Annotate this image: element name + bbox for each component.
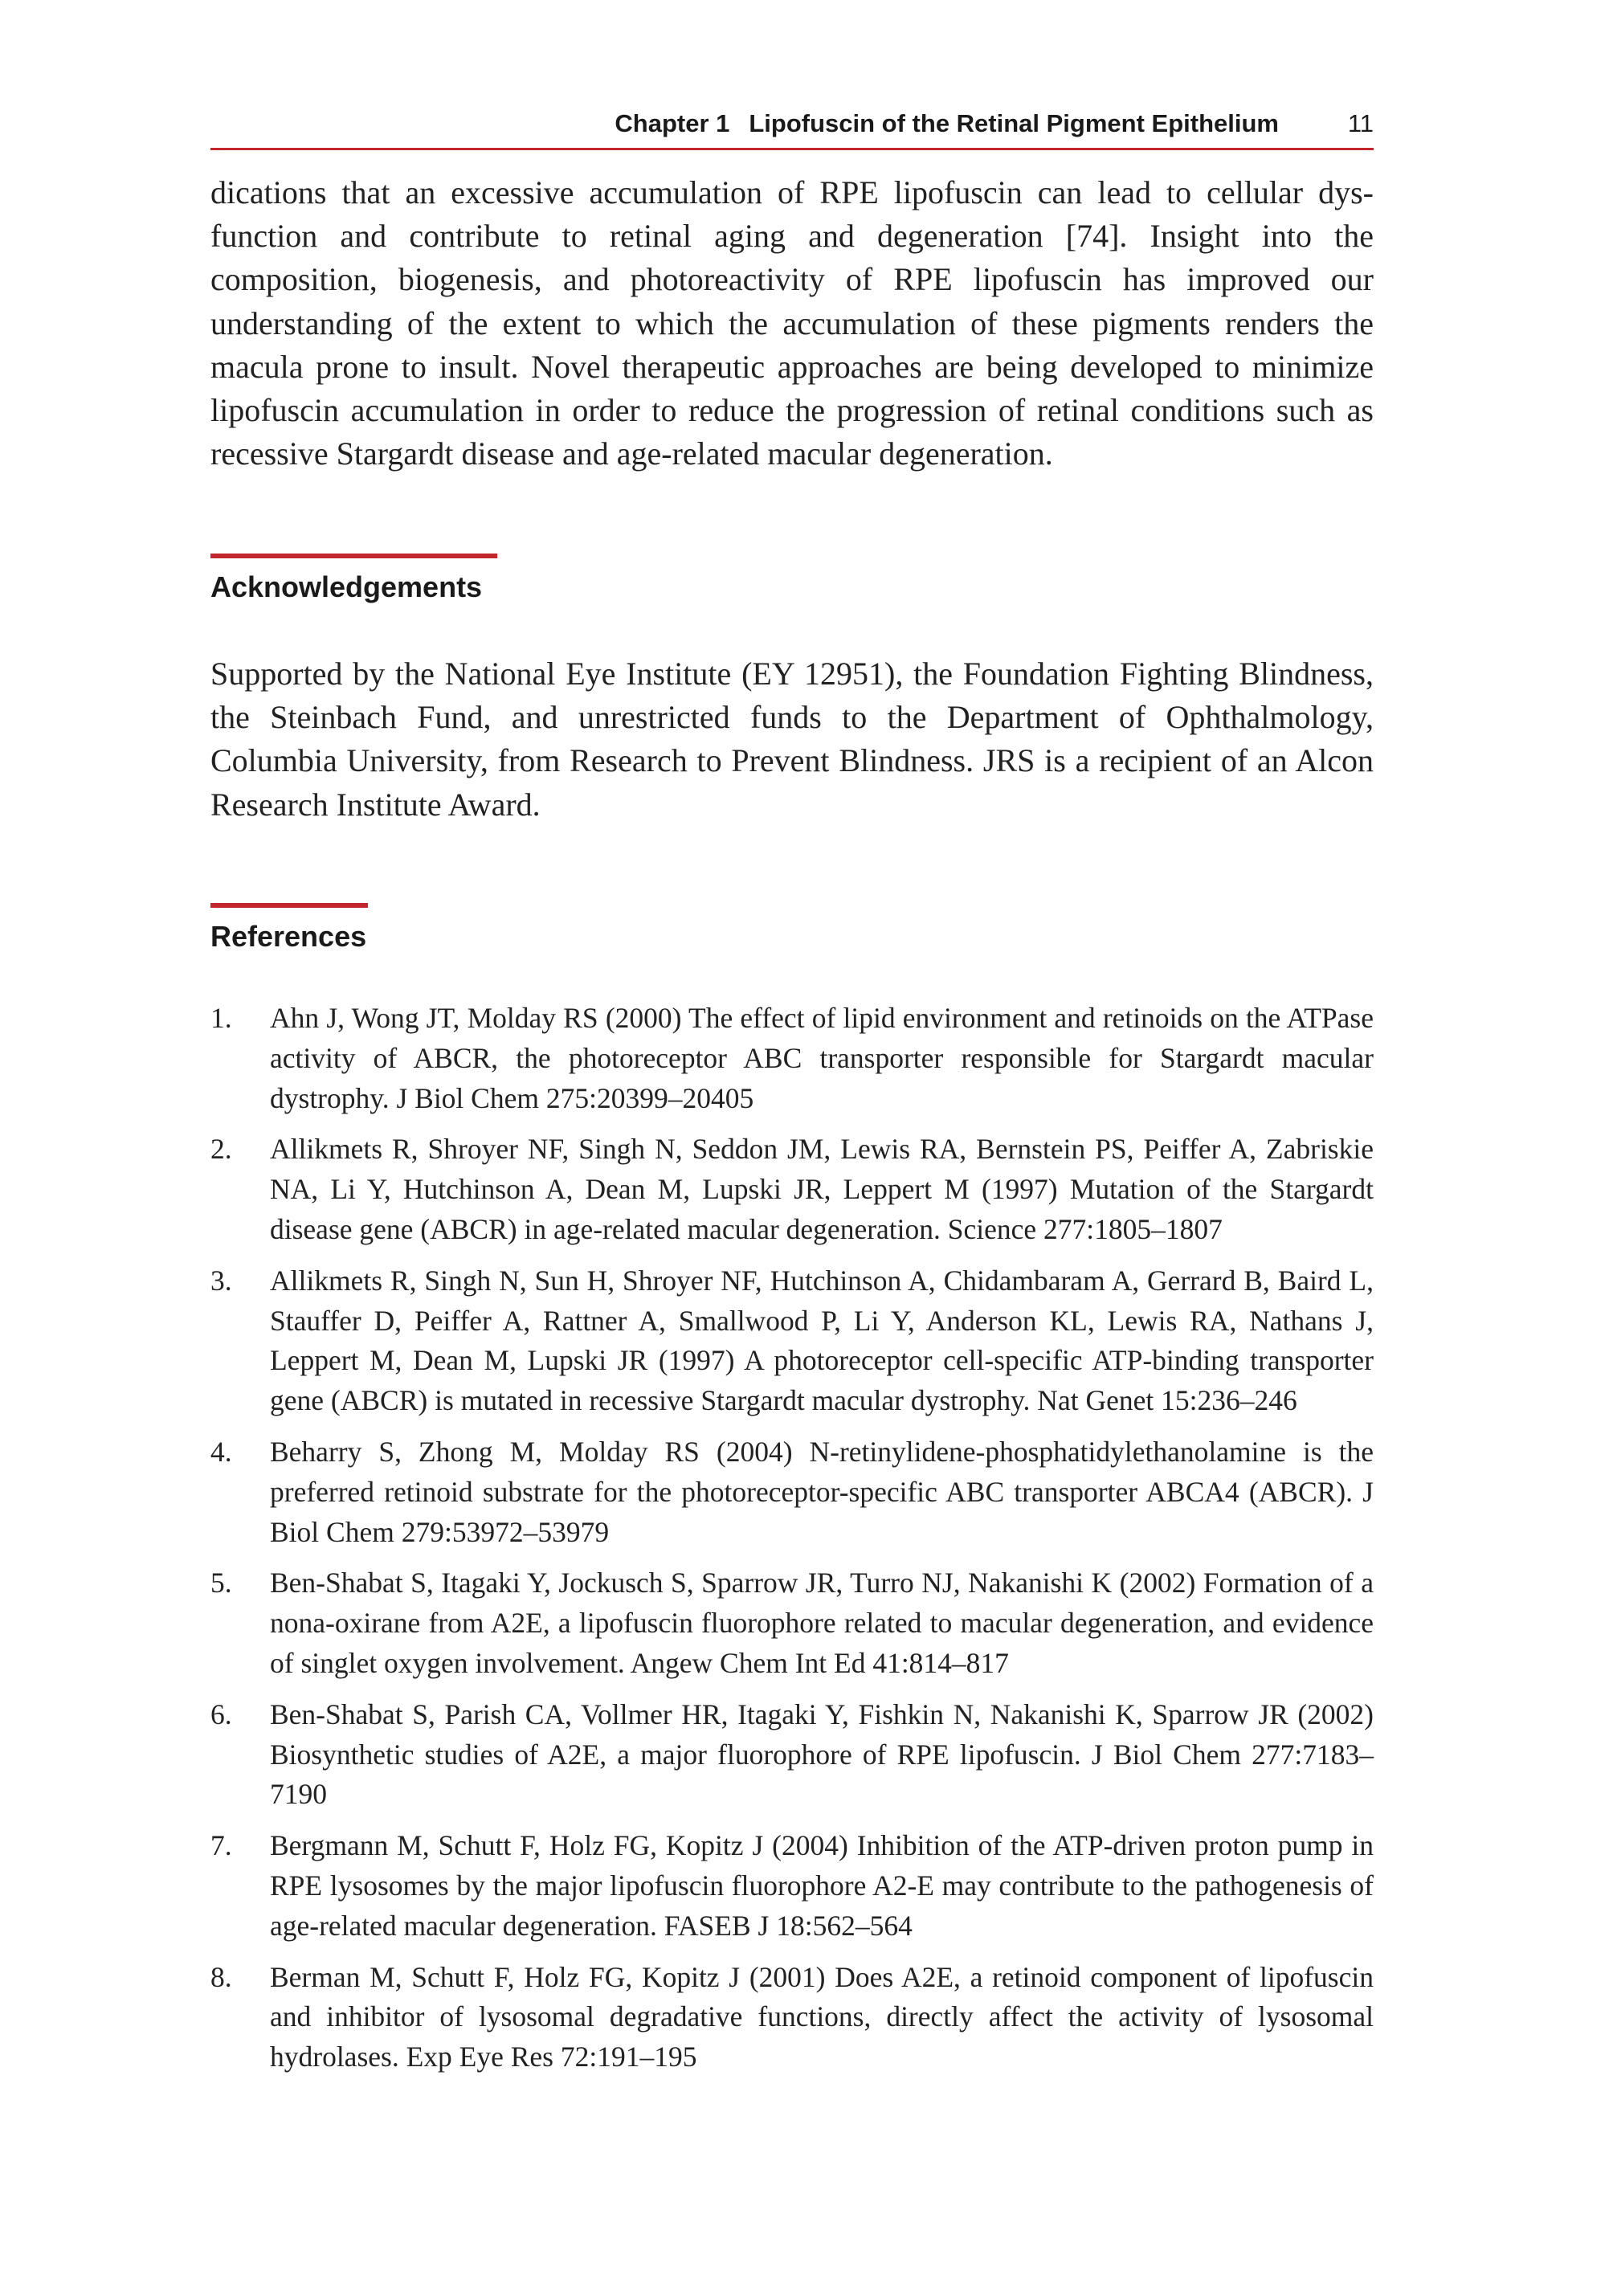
reference-text: Berman M, Schutt F, Holz FG, Kopitz J (2001) Does A2E, a retinoid component of lipofuscin and inhibitor of lysosomal degradative functions, directly affect the activity of lysosomal hydrolases. Exp Eye Res 72:191–195 <box>270 1960 1374 2073</box>
reference-item <box>210 1826 1374 1946</box>
acknowledgements-section <box>210 554 497 605</box>
chapter-title: Lipofuscin of the Retinal Pigment Epithelium <box>749 109 1279 137</box>
reference-number: 3. <box>210 1264 232 1297</box>
reference-item <box>210 1563 1374 1683</box>
section-rule <box>210 903 368 908</box>
reference-number: 4. <box>210 1435 232 1468</box>
references-heading: References <box>210 920 367 953</box>
reference-number: 7. <box>210 1829 232 1862</box>
reference-text: Ben-Shabat S, Parish CA, Vollmer HR, Itagaki Y, Fishkin N, Nakanishi K, Sparrow JR (2002) Biosynthetic studies of A2E, a major fluorophore of RPE lipofuscin. J Biol Chem 277:7183–7190 <box>270 1697 1374 1811</box>
reference-number: 1. <box>210 1002 232 1034</box>
section-rule <box>210 554 497 558</box>
reference-item <box>210 1432 1374 1552</box>
reference-text: Allikmets R, Singh N, Sun H, Shroyer NF, Hutchinson A, Chidambaram A, Gerrard B, Baird L, Stauffer D, Peiffer A, Rattner A, Smallwood P, Li Y, Anderson KL, Lewis RA, Nathans J, Leppert M, Dean M, Lupski JR (1997) A photoreceptor cell-specific ATP-binding transporter gene (ABCR) is mutated in recessive Stargardt macular dystrophy. Nat Genet 15:236–246 <box>270 1264 1374 1417</box>
acknowledgements-paragraph: Supported by the National Eye Institute (EY 12951), the Foundation Fighting Blindness, the Steinbach Fund, and unrestricted funds to the Department of Ophthalmology, Columbia University, from Research to Prevent Blindness. JRS is a recipient of an Alcon Research Institute Award. <box>210 656 1374 823</box>
reference-number: 6. <box>210 1697 232 1730</box>
reference-item <box>210 1695 1374 1815</box>
reference-item <box>210 999 1374 1118</box>
reference-number: 8. <box>210 1960 232 1993</box>
acknowledgements-heading: Acknowledgements <box>210 570 483 603</box>
reference-item <box>210 1261 1374 1421</box>
reference-number: 5. <box>210 1567 232 1599</box>
reference-text: Beharry S, Zhong M, Molday RS (2004) N-retinylidene-phosphatidylethanolamine is the preferred retinoid substrate for the photoreceptor-specific ABC transporter ABCA4 (ABCR). J Biol Chem 279:53972–53979 <box>270 1435 1374 1548</box>
reference-text: Ben-Shabat S, Itagaki Y, Jockusch S, Sparrow JR, Turro NJ, Nakanishi K (2002) Formation of a nona-oxirane from A2E, a lipofuscin fluorophore related to macular degeneration, and evidence of singlet oxygen involvement. Angew Chem Int Ed 41:814–817 <box>270 1567 1374 1679</box>
chapter-label: Chapter 1 <box>615 109 730 137</box>
chapter-heading <box>615 109 1279 138</box>
reference-text: Allikmets R, Shroyer NF, Singh N, Seddon JM, Lewis RA, Bernstein PS, Peiffer A, Zabriskie NA, Li Y, Hutchinson A, Dean M, Lupski JR, Leppert M (1997) Mutation of the Stargardt disease gene (ABCR) in age-related macular degeneration. Science 277:1805–1807 <box>270 1133 1374 1245</box>
reference-text: Ahn J, Wong JT, Molday RS (2000) The effect of lipid environment and retinoids on the ATPase activity of ABCR, the photoreceptor ABC transporter responsible for Stargardt macular dystrophy. J Biol Chem 275:20399–20405 <box>270 1002 1374 1114</box>
reference-item <box>210 1958 1374 2077</box>
reference-number: 2. <box>210 1133 232 1166</box>
references-section <box>210 903 368 954</box>
page-number: 11 <box>1347 109 1374 137</box>
reference-item <box>210 1130 1374 1249</box>
reference-list <box>210 999 1374 2089</box>
running-header <box>210 108 1374 150</box>
reference-text: Bergmann M, Schutt F, Holz FG, Kopitz J (2004) Inhibition of the ATP-driven proton pump in RPE lysosomes by the major lipofuscin fluorophore A2-E may contribute to the pathogenesis of age-related macular degeneration. FASEB J 18:562–564 <box>270 1829 1374 1942</box>
intro-paragraph: dications that an excessive accumulation of RPE lipofuscin can lead to cellular dysfunction and contribute to retinal aging and degeneration [74]. Insight into the composition, biogenesis, and photoreactivity of RPE lipofuscin has improved our understanding of the extent to which the accumulation of these pigments renders the macula prone to insult. Novel therapeutic approaches are being developed to minimize lipofuscin accumulation in order to reduce the progression of retinal conditions such as recessive Stargardt disease and age-related macular degeneration. <box>210 174 1374 472</box>
